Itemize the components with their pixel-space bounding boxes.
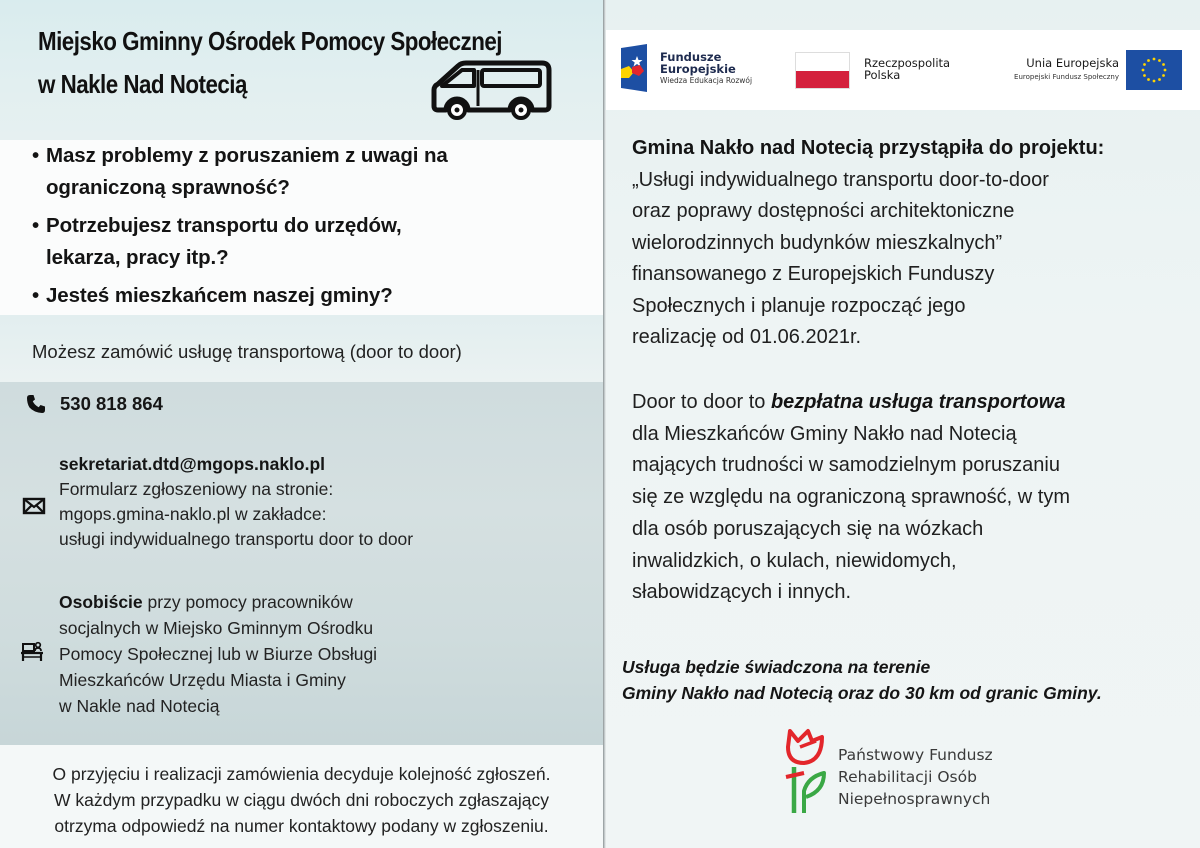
funding-logo-bar [606, 30, 1200, 110]
project-line: „Usługi indywidualnego transportu door-to-door [632, 168, 1049, 191]
eu-star [1142, 69, 1145, 72]
eu-star [1158, 78, 1161, 81]
in-person-bold: Osobiście [59, 592, 143, 612]
desk-person-icon [20, 640, 44, 662]
right-panel [606, 0, 1200, 848]
order-note [0, 745, 603, 848]
in-person-line: w Nakle nad Notecią [59, 696, 220, 716]
envelope-icon [22, 496, 46, 516]
form-line: Formularz zgłoszeniowy na stronie: [59, 479, 334, 499]
area-line: Usługa będzie świadczona na terenie [622, 657, 931, 677]
in-person-rest: przy pomocy pracowników [142, 592, 353, 612]
project-heading: Gmina Nakło nad Notecią przystąpiła do projektu: [632, 137, 1105, 159]
phone-number[interactable]: 530 818 864 [60, 393, 163, 414]
service-description [632, 387, 1192, 609]
in-person-line [59, 589, 377, 615]
in-person-line: Pomocy Społecznej lub w Biurze Obsługi [59, 644, 378, 664]
fundusze-europejskie-logo [660, 51, 752, 87]
question-line: Masz problemy z poruszaniem z uwagi na [46, 144, 448, 167]
pfron-line: Niepełnosprawnych [838, 790, 991, 808]
order-text: Możesz zamówić usługę transportową (door to door) [32, 341, 462, 362]
project-line: realizację od 01.06.2021r. [632, 326, 862, 348]
phone-icon [26, 394, 46, 414]
unia-europejska-logo [989, 56, 1119, 84]
rzeczpospolita-polska-logo [864, 57, 950, 81]
bullet: • [32, 144, 40, 167]
eu-star [1143, 74, 1146, 77]
eu-star [1164, 69, 1167, 72]
eu-star [1143, 63, 1146, 66]
left-header [0, 0, 603, 140]
service-line: się ze względu na ograniczoną sprawność, w tym [632, 486, 1070, 509]
service-line: inwalidzkich, o kulach, niewidomych, [632, 549, 957, 572]
pfron-logo [838, 744, 993, 810]
fundusze-europejskie-logo-icon [621, 44, 647, 92]
pl-line: Rzeczpospolita [864, 56, 951, 70]
note-line: otrzyma odpowiedź na numer kontaktowy podany w zgłoszeniu. [54, 816, 549, 836]
question-line: Potrzebujesz transportu do urzędów, [46, 214, 402, 237]
service-line: słabowidzących i innych. [632, 581, 851, 604]
question-line: ograniczoną sprawność? [46, 176, 290, 199]
pfron-line: Rehabilitacji Osób [838, 768, 977, 786]
in-person-block [59, 589, 377, 719]
question-line: lekarza, pracy itp.? [46, 246, 229, 269]
tulip-logo-icon [782, 727, 826, 815]
email-address[interactable]: sekretariat.dtd@mgops.naklo.pl [59, 454, 326, 474]
bullet: • [32, 214, 40, 237]
form-line: usługi indywidualnego transportu door to door [59, 529, 414, 549]
project-line: oraz poprawy dostępności architektoniczne [632, 200, 1015, 222]
question-line: Jesteś mieszkańcem naszej gminy? [46, 284, 393, 307]
questions-list [0, 140, 603, 315]
ue-line: Unia Europejska [1026, 56, 1119, 70]
bullet: • [32, 284, 40, 307]
eu-star [1147, 59, 1150, 62]
service-area [622, 654, 1192, 706]
eu-flag-icon [1126, 50, 1182, 90]
fe-line: Europejskie [660, 62, 736, 76]
eu-star [1162, 63, 1165, 66]
ue-subline: Europejski Fundusz Społeczny [1014, 73, 1119, 81]
question-item [32, 140, 448, 204]
service-line: mających trudności w samodzielnym poruszaniu [632, 454, 1060, 477]
project-line: wielorodzinnych budynków mieszkalnych” [632, 231, 1003, 254]
project-line: finansowanego z Europejskich Funduszy [632, 263, 995, 285]
service-plain: Door to door to [632, 391, 771, 413]
in-person-line: Mieszkańców Urzędu Miasta i Gminy [59, 670, 346, 690]
project-description [632, 133, 1192, 354]
title-line: Miejsko Gminny Ośrodek Pomocy Społecznej [38, 26, 502, 56]
question-item [32, 210, 402, 274]
question-item [32, 280, 393, 312]
form-url-line[interactable]: mgops.gmina-naklo.pl w zakładce: [59, 504, 327, 524]
phone-row [26, 393, 163, 415]
fe-line: Fundusze [660, 50, 722, 64]
service-line [632, 387, 1192, 419]
fe-tagline: Wiedza Edukacja Rozwój [660, 76, 753, 85]
polish-flag-icon [795, 52, 850, 89]
project-line: Społecznych i planuje rozpocząć jego [632, 294, 966, 317]
email-block [59, 452, 413, 552]
eu-star [1158, 59, 1161, 62]
service-line: dla osób poruszających się na wózkach [632, 517, 984, 540]
note-line: O przyjęciu i realizacji zamówienia decyduje kolejność zgłoszeń. [52, 764, 551, 784]
pfron-line: Państwowy Fundusz [838, 746, 993, 764]
order-band [0, 315, 603, 382]
eu-star [1153, 58, 1156, 61]
in-person-line: socjalnych w Miejsko Gminnym Ośrodku [59, 618, 374, 638]
area-line: Gminy Nakło nad Notecią oraz do 30 km od granic Gminy. [622, 683, 1102, 703]
note-text [0, 761, 603, 839]
eu-star [1162, 74, 1165, 77]
contact-section [0, 382, 603, 745]
title-line: w Nakle Nad Notecią [38, 69, 247, 99]
eu-star [1147, 78, 1150, 81]
eu-star [1153, 80, 1156, 83]
pl-line: Polska [864, 68, 901, 82]
van-icon [428, 60, 552, 120]
service-line: dla Mieszkańców Gminy Nakło nad Notecią [632, 422, 1017, 445]
service-emphasis: bezpłatna usługa transportowa [770, 391, 1066, 413]
note-line: W każdym przypadku w ciągu dwóch dni roboczych zgłaszający [53, 790, 550, 810]
